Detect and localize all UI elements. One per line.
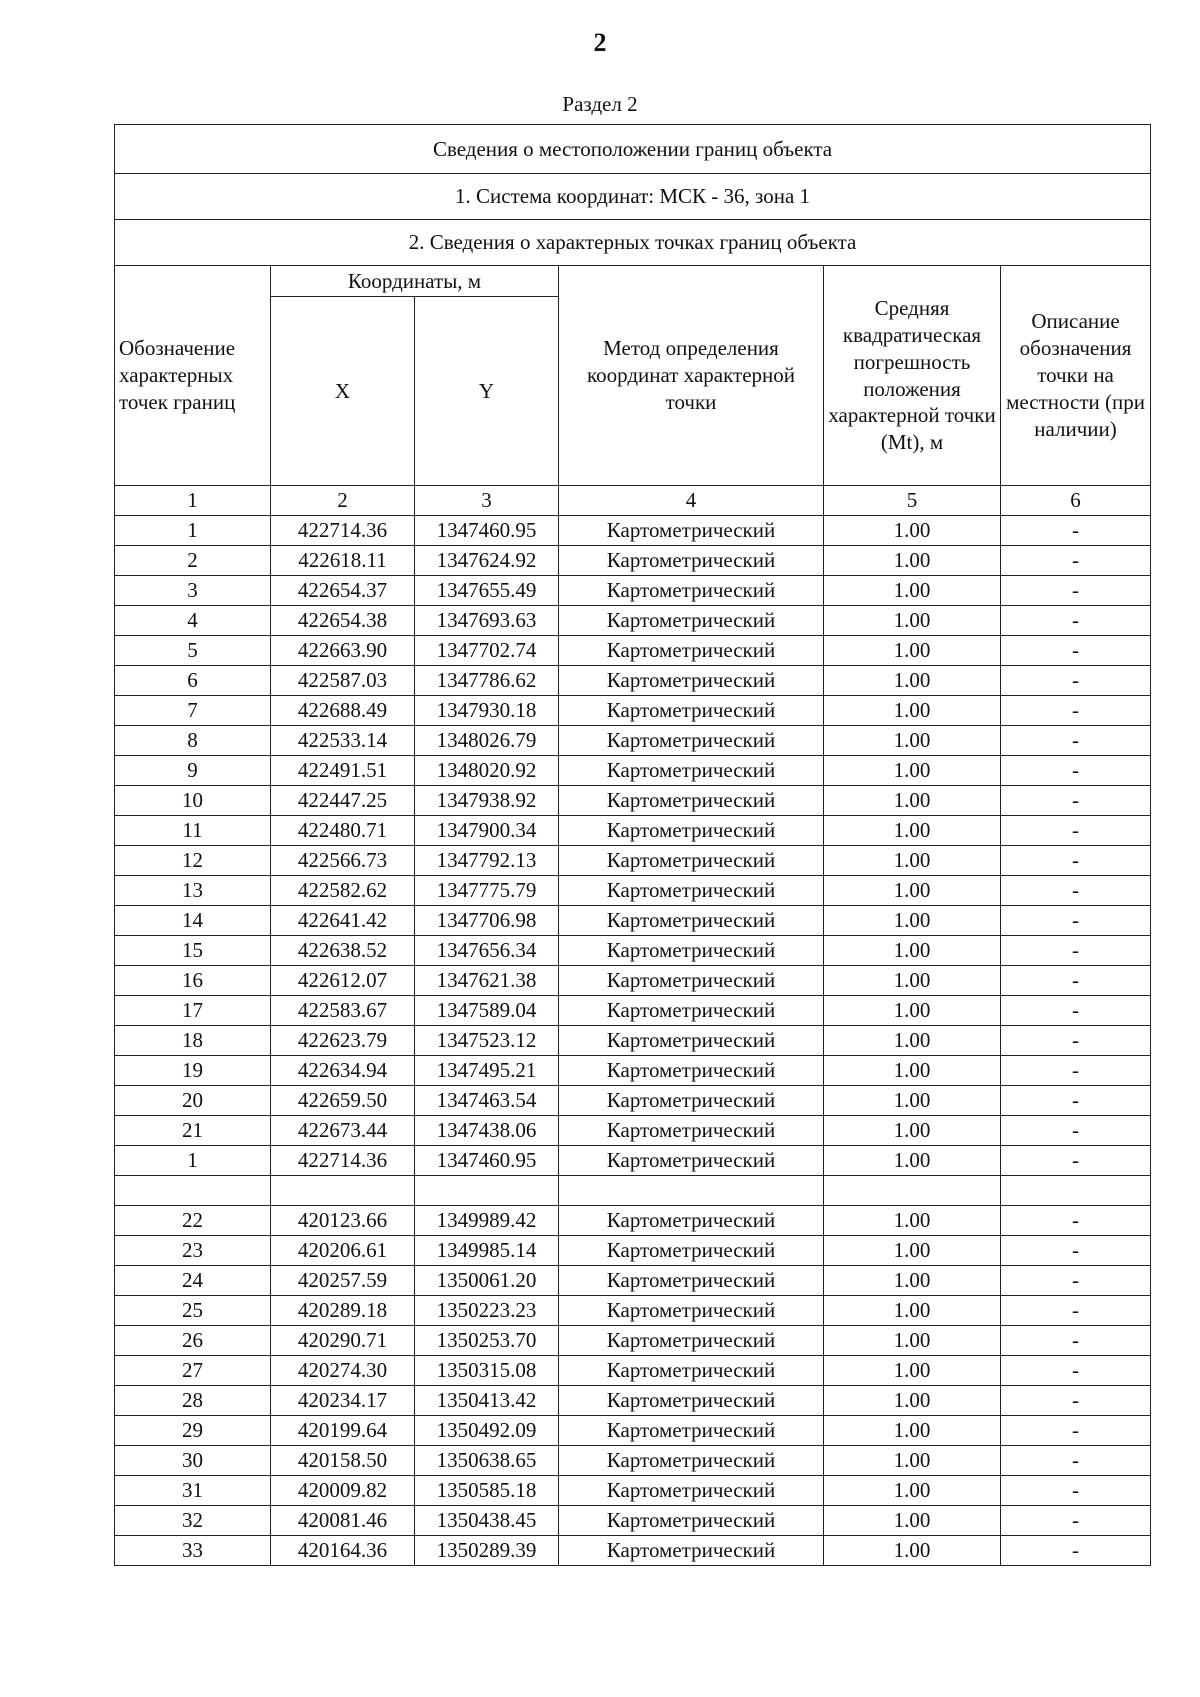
- coord-x: 420289.18: [271, 1296, 415, 1326]
- description-cell: -: [1001, 546, 1151, 576]
- method-cell: [559, 1176, 824, 1206]
- header-y: Y: [415, 297, 559, 486]
- point-number: 18: [115, 1026, 271, 1056]
- point-number: 30: [115, 1446, 271, 1476]
- coord-y: 1350253.70: [415, 1326, 559, 1356]
- error-cell: 1.00: [824, 1026, 1001, 1056]
- coord-y: 1347495.21: [415, 1056, 559, 1086]
- coord-x: 422623.79: [271, 1026, 415, 1056]
- method-cell: Картометрический: [559, 1146, 824, 1176]
- method-cell: Картометрический: [559, 606, 824, 636]
- table-row: [115, 1356, 1151, 1386]
- table-row: [115, 906, 1151, 936]
- coord-y: 1349985.14: [415, 1236, 559, 1266]
- error-cell: 1.00: [824, 1506, 1001, 1536]
- error-cell: 1.00: [824, 1356, 1001, 1386]
- table-row: [115, 786, 1151, 816]
- error-cell: 1.00: [824, 636, 1001, 666]
- coord-y: 1347930.18: [415, 696, 559, 726]
- point-number: 1: [115, 516, 271, 546]
- description-cell: -: [1001, 726, 1151, 756]
- method-cell: Картометрический: [559, 1236, 824, 1266]
- error-cell: 1.00: [824, 606, 1001, 636]
- point-number: 29: [115, 1416, 271, 1446]
- table-row: [115, 966, 1151, 996]
- coord-y: 1350289.39: [415, 1536, 559, 1566]
- description-cell: -: [1001, 1446, 1151, 1476]
- table-row: [115, 1266, 1151, 1296]
- error-cell: 1.00: [824, 996, 1001, 1026]
- error-cell: 1.00: [824, 1386, 1001, 1416]
- table-row: [115, 756, 1151, 786]
- table-row: [115, 546, 1151, 576]
- description-cell: -: [1001, 996, 1151, 1026]
- table-row: [115, 936, 1151, 966]
- error-cell: 1.00: [824, 816, 1001, 846]
- table-row: [115, 696, 1151, 726]
- coord-x: 420009.82: [271, 1476, 415, 1506]
- column-numbers-row: [115, 486, 1151, 516]
- error-cell: 1.00: [824, 516, 1001, 546]
- table-row: [115, 1326, 1151, 1356]
- method-cell: Картометрический: [559, 546, 824, 576]
- method-cell: Картометрический: [559, 906, 824, 936]
- coord-x: 420081.46: [271, 1506, 415, 1536]
- header-error: Средняя квадратическая погрешность положения характерной точки (Mt), м: [824, 266, 1001, 486]
- coord-x: 422583.67: [271, 996, 415, 1026]
- coord-x: 420199.64: [271, 1416, 415, 1446]
- coord-x: 420158.50: [271, 1446, 415, 1476]
- description-cell: -: [1001, 516, 1151, 546]
- table-row: [115, 1506, 1151, 1536]
- description-cell: -: [1001, 666, 1151, 696]
- method-cell: Картометрический: [559, 936, 824, 966]
- coord-x: 422480.71: [271, 816, 415, 846]
- table-row: [115, 1026, 1151, 1056]
- description-cell: -: [1001, 1266, 1151, 1296]
- error-cell: 1.00: [824, 786, 1001, 816]
- point-number: 33: [115, 1536, 271, 1566]
- description-cell: -: [1001, 1416, 1151, 1446]
- method-cell: Картометрический: [559, 576, 824, 606]
- coord-x: 422663.90: [271, 636, 415, 666]
- method-cell: Картометрический: [559, 1296, 824, 1326]
- table-row: [115, 1386, 1151, 1416]
- point-number: 8: [115, 726, 271, 756]
- points-caption: 2. Сведения о характерных точках границ объекта: [115, 220, 1151, 266]
- method-cell: Картометрический: [559, 966, 824, 996]
- point-number: 12: [115, 846, 271, 876]
- error-cell: 1.00: [824, 1266, 1001, 1296]
- description-cell: -: [1001, 906, 1151, 936]
- error-cell: 1.00: [824, 876, 1001, 906]
- point-number: 6: [115, 666, 271, 696]
- error-cell: 1.00: [824, 966, 1001, 996]
- point-number: 21: [115, 1116, 271, 1146]
- description-cell: -: [1001, 1056, 1151, 1086]
- point-number: [115, 1176, 271, 1206]
- column-number: 1: [115, 486, 271, 516]
- coord-y: 1347702.74: [415, 636, 559, 666]
- point-number: 23: [115, 1236, 271, 1266]
- point-number: 7: [115, 696, 271, 726]
- coord-x: 422654.38: [271, 606, 415, 636]
- coord-y: 1347460.95: [415, 516, 559, 546]
- error-cell: 1.00: [824, 1296, 1001, 1326]
- method-cell: Картометрический: [559, 1206, 824, 1236]
- table-row: [115, 846, 1151, 876]
- error-cell: 1.00: [824, 936, 1001, 966]
- coord-x: 422659.50: [271, 1086, 415, 1116]
- description-cell: -: [1001, 1296, 1151, 1326]
- point-number: 11: [115, 816, 271, 846]
- point-number: 9: [115, 756, 271, 786]
- coord-y: 1347656.34: [415, 936, 559, 966]
- point-number: 25: [115, 1296, 271, 1326]
- error-cell: 1.00: [824, 1416, 1001, 1446]
- table-row: [115, 1236, 1151, 1266]
- method-cell: Картометрический: [559, 726, 824, 756]
- description-cell: -: [1001, 1086, 1151, 1116]
- coord-x: 420290.71: [271, 1326, 415, 1356]
- table-row: [115, 816, 1151, 846]
- coord-y: 1350585.18: [415, 1476, 559, 1506]
- coord-x: 422641.42: [271, 906, 415, 936]
- coord-y: 1348026.79: [415, 726, 559, 756]
- method-cell: Картометрический: [559, 1086, 824, 1116]
- header-method: Метод определения координат характерной точки: [559, 266, 824, 486]
- coord-y: 1347463.54: [415, 1086, 559, 1116]
- section-title: Раздел 2: [562, 92, 638, 116]
- column-number: 3: [415, 486, 559, 516]
- table-row: [115, 996, 1151, 1026]
- point-number: 5: [115, 636, 271, 666]
- method-cell: Картометрический: [559, 1326, 824, 1356]
- coord-y: 1347693.63: [415, 606, 559, 636]
- point-number: 24: [115, 1266, 271, 1296]
- coord-x: 422714.36: [271, 516, 415, 546]
- error-cell: 1.00: [824, 1326, 1001, 1356]
- description-cell: -: [1001, 1476, 1151, 1506]
- table-row: [115, 1536, 1151, 1566]
- table-row: [115, 1116, 1151, 1146]
- error-cell: 1.00: [824, 1146, 1001, 1176]
- description-cell: -: [1001, 756, 1151, 786]
- coord-x: 422447.25: [271, 786, 415, 816]
- coord-y: 1348020.92: [415, 756, 559, 786]
- coord-y: [415, 1176, 559, 1206]
- description-cell: -: [1001, 1026, 1151, 1056]
- coord-x: 422533.14: [271, 726, 415, 756]
- header-x: X: [271, 297, 415, 486]
- coord-x: 420123.66: [271, 1206, 415, 1236]
- method-cell: Картометрический: [559, 756, 824, 786]
- description-cell: -: [1001, 1146, 1151, 1176]
- description-cell: -: [1001, 1236, 1151, 1266]
- point-number: 4: [115, 606, 271, 636]
- point-number: 16: [115, 966, 271, 996]
- coord-x: 422491.51: [271, 756, 415, 786]
- method-cell: Картометрический: [559, 696, 824, 726]
- coord-x: 422618.11: [271, 546, 415, 576]
- point-number: 1: [115, 1146, 271, 1176]
- description-cell: -: [1001, 1506, 1151, 1536]
- description-cell: -: [1001, 816, 1151, 846]
- coordinate-system: 1. Система координат: МСК - 36, зона 1: [115, 174, 1151, 220]
- coord-y: 1347655.49: [415, 576, 559, 606]
- coord-x: 422688.49: [271, 696, 415, 726]
- error-cell: [824, 1176, 1001, 1206]
- description-cell: -: [1001, 1116, 1151, 1146]
- description-cell: [1001, 1176, 1151, 1206]
- point-number: 10: [115, 786, 271, 816]
- point-number: 32: [115, 1506, 271, 1536]
- description-cell: -: [1001, 966, 1151, 996]
- method-cell: Картометрический: [559, 786, 824, 816]
- error-cell: 1.00: [824, 1086, 1001, 1116]
- method-cell: Картометрический: [559, 1356, 824, 1386]
- table-title: Сведения о местоположении границ объекта: [115, 125, 1151, 174]
- error-cell: 1.00: [824, 1236, 1001, 1266]
- table-row: [115, 1416, 1151, 1446]
- coord-x: 422638.52: [271, 936, 415, 966]
- boundary-points-table: [114, 124, 1151, 1566]
- table-row: [115, 1146, 1151, 1176]
- method-cell: Картометрический: [559, 1026, 824, 1056]
- coord-x: 422634.94: [271, 1056, 415, 1086]
- coord-y: 1349989.42: [415, 1206, 559, 1236]
- table-row: [115, 1206, 1151, 1236]
- coord-y: 1347786.62: [415, 666, 559, 696]
- error-cell: 1.00: [824, 756, 1001, 786]
- coord-x: 420164.36: [271, 1536, 415, 1566]
- header-designation: Обозначение характерных точек границ: [115, 266, 271, 486]
- column-number: 6: [1001, 486, 1151, 516]
- coord-y: 1347589.04: [415, 996, 559, 1026]
- coord-y: 1350315.08: [415, 1356, 559, 1386]
- point-number: 2: [115, 546, 271, 576]
- page-number: 2: [593, 28, 607, 57]
- table-row: [115, 606, 1151, 636]
- coord-y: 1350492.09: [415, 1416, 559, 1446]
- point-number: 3: [115, 576, 271, 606]
- method-cell: Картометрический: [559, 1506, 824, 1536]
- error-cell: 1.00: [824, 576, 1001, 606]
- table-row: [115, 1086, 1151, 1116]
- method-cell: Картометрический: [559, 1446, 824, 1476]
- method-cell: Картометрический: [559, 996, 824, 1026]
- table-row: [115, 1476, 1151, 1506]
- method-cell: Картометрический: [559, 846, 824, 876]
- header-description: Описание обозначения точки на местности (при наличии): [1001, 266, 1151, 486]
- method-cell: Картометрический: [559, 1476, 824, 1506]
- point-number: 20: [115, 1086, 271, 1116]
- method-cell: Картометрический: [559, 1536, 824, 1566]
- description-cell: -: [1001, 1536, 1151, 1566]
- error-cell: 1.00: [824, 846, 1001, 876]
- description-cell: -: [1001, 1386, 1151, 1416]
- coord-y: 1350413.42: [415, 1386, 559, 1416]
- error-cell: 1.00: [824, 1446, 1001, 1476]
- coord-y: 1347438.06: [415, 1116, 559, 1146]
- point-number: 31: [115, 1476, 271, 1506]
- error-cell: 1.00: [824, 1116, 1001, 1146]
- point-number: 15: [115, 936, 271, 966]
- coord-x: 420206.61: [271, 1236, 415, 1266]
- error-cell: 1.00: [824, 546, 1001, 576]
- method-cell: Картометрический: [559, 666, 824, 696]
- coord-x: [271, 1176, 415, 1206]
- header-coordinates: Координаты, м: [271, 266, 559, 297]
- coord-y: 1347792.13: [415, 846, 559, 876]
- point-number: 28: [115, 1386, 271, 1416]
- table-row: [115, 1056, 1151, 1086]
- description-cell: -: [1001, 696, 1151, 726]
- description-cell: -: [1001, 1206, 1151, 1236]
- point-number: 22: [115, 1206, 271, 1236]
- spacer-row: [115, 1176, 1151, 1206]
- coord-y: 1350223.23: [415, 1296, 559, 1326]
- table-row: [115, 636, 1151, 666]
- method-cell: Картометрический: [559, 1266, 824, 1296]
- point-number: 17: [115, 996, 271, 1026]
- coord-x: 422673.44: [271, 1116, 415, 1146]
- coord-y: 1347523.12: [415, 1026, 559, 1056]
- coord-y: 1347900.34: [415, 816, 559, 846]
- point-number: 27: [115, 1356, 271, 1386]
- coord-y: 1347621.38: [415, 966, 559, 996]
- table-row: [115, 516, 1151, 546]
- description-cell: -: [1001, 606, 1151, 636]
- error-cell: 1.00: [824, 726, 1001, 756]
- description-cell: -: [1001, 1356, 1151, 1386]
- coord-x: 422582.62: [271, 876, 415, 906]
- method-cell: Картометрический: [559, 876, 824, 906]
- error-cell: 1.00: [824, 906, 1001, 936]
- coord-x: 420234.17: [271, 1386, 415, 1416]
- description-cell: -: [1001, 786, 1151, 816]
- error-cell: 1.00: [824, 1206, 1001, 1236]
- description-cell: -: [1001, 846, 1151, 876]
- coord-x: 422587.03: [271, 666, 415, 696]
- coord-x: 420257.59: [271, 1266, 415, 1296]
- method-cell: Картометрический: [559, 516, 824, 546]
- coord-x: 420274.30: [271, 1356, 415, 1386]
- coord-y: 1347938.92: [415, 786, 559, 816]
- method-cell: Картометрический: [559, 1386, 824, 1416]
- column-number: 5: [824, 486, 1001, 516]
- table-row: [115, 666, 1151, 696]
- point-number: 19: [115, 1056, 271, 1086]
- coord-y: 1350061.20: [415, 1266, 559, 1296]
- description-cell: -: [1001, 876, 1151, 906]
- method-cell: Картометрический: [559, 1056, 824, 1086]
- error-cell: 1.00: [824, 1056, 1001, 1086]
- coord-x: 422654.37: [271, 576, 415, 606]
- error-cell: 1.00: [824, 1476, 1001, 1506]
- error-cell: 1.00: [824, 666, 1001, 696]
- point-number: 26: [115, 1326, 271, 1356]
- point-number: 14: [115, 906, 271, 936]
- coord-y: 1347775.79: [415, 876, 559, 906]
- table-row: [115, 1446, 1151, 1476]
- method-cell: Картометрический: [559, 636, 824, 666]
- coord-y: 1347624.92: [415, 546, 559, 576]
- coord-y: 1350638.65: [415, 1446, 559, 1476]
- coord-x: 422612.07: [271, 966, 415, 996]
- method-cell: Картометрический: [559, 1116, 824, 1146]
- method-cell: Картометрический: [559, 816, 824, 846]
- table-row: [115, 576, 1151, 606]
- description-cell: -: [1001, 636, 1151, 666]
- table-row: [115, 1296, 1151, 1326]
- error-cell: 1.00: [824, 696, 1001, 726]
- method-cell: Картометрический: [559, 1416, 824, 1446]
- column-number: 2: [271, 486, 415, 516]
- table-row: [115, 876, 1151, 906]
- coord-y: 1347460.95: [415, 1146, 559, 1176]
- table-row: [115, 726, 1151, 756]
- description-cell: -: [1001, 936, 1151, 966]
- description-cell: -: [1001, 576, 1151, 606]
- error-cell: 1.00: [824, 1536, 1001, 1566]
- coord-x: 422714.36: [271, 1146, 415, 1176]
- coord-y: 1350438.45: [415, 1506, 559, 1536]
- point-number: 13: [115, 876, 271, 906]
- description-cell: -: [1001, 1326, 1151, 1356]
- column-number: 4: [559, 486, 824, 516]
- coord-y: 1347706.98: [415, 906, 559, 936]
- coord-x: 422566.73: [271, 846, 415, 876]
